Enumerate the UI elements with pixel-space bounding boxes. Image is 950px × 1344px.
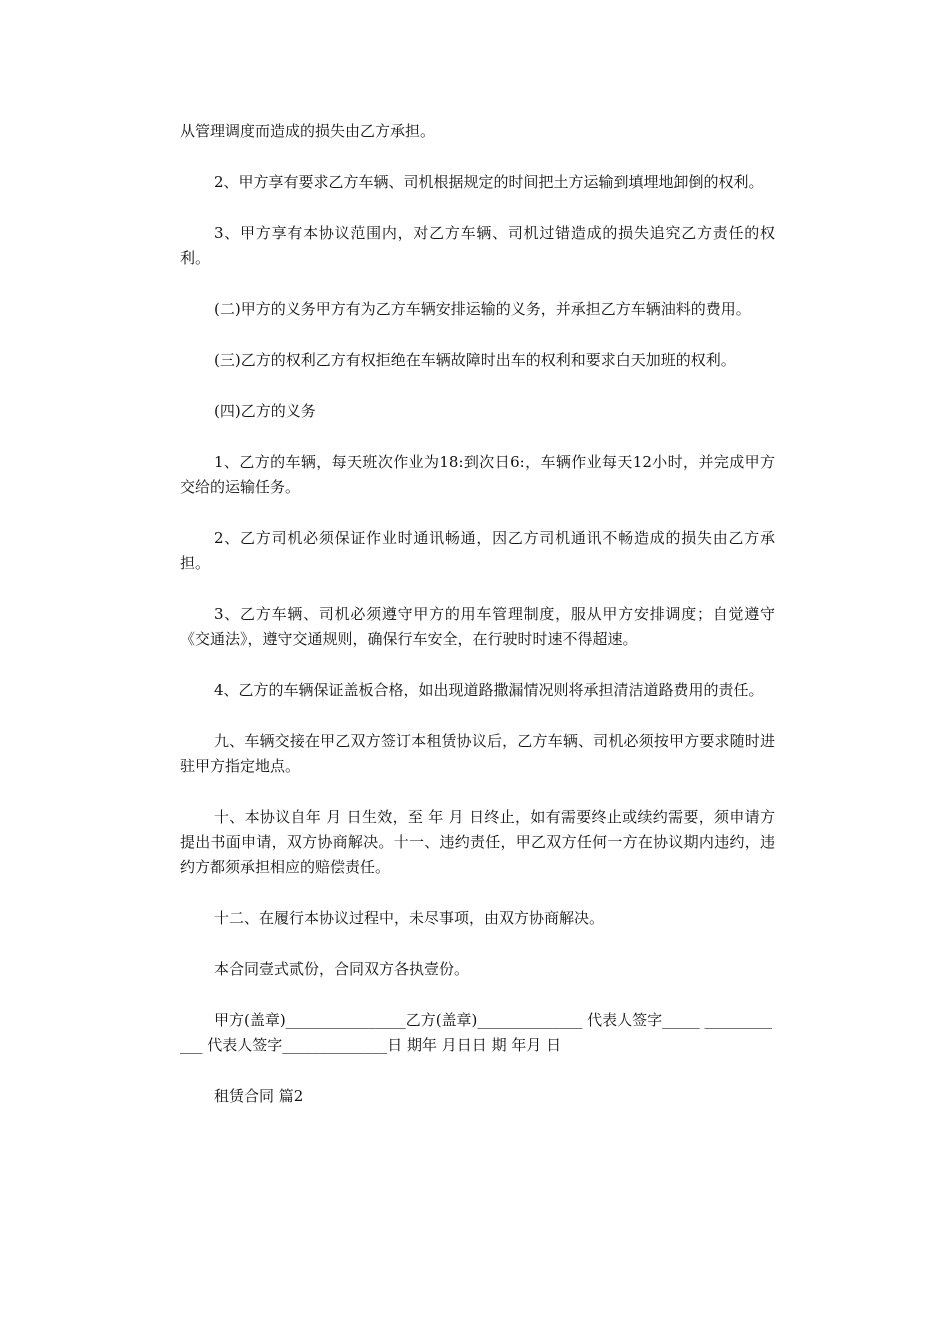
paragraph-party-b-rights: (三)乙方的权利乙方有权拒绝在车辆故障时出车的权利和要求白天加班的权利。 [214, 351, 736, 369]
signature-block: 甲方(盖章)________________乙方(盖章)______________ 代表人签字_____ ____________ 代表人签字______________日 期年 月日日 期 年月 日 [180, 1011, 772, 1054]
paragraph-article-10-11: 十、本协议自年 月 日生效，至 年 月 日终止，如有需要终止或续约需要，须申请方提出书面申请，双方协商解决。十一、违约责任，甲乙双方任何一方在协议期内违约，违约方都须承担相应的赔偿责任。 [180, 808, 775, 876]
paragraph-obligation-2: 2、乙方司机必须保证作业时通讯畅通，因乙方司机通讯不畅造成的损失由乙方承担。 [180, 529, 775, 572]
document-body [180, 119, 775, 1135]
section-title: 租赁合同 篇2 [214, 1087, 304, 1105]
paragraph-obligation-3: 3、乙方车辆、司机必须遵守甲方的用车管理制度，服从甲方安排调度；自觉遵守《交通法》，遵守交通规则，确保行车安全，在行驶时时速不得超速。 [180, 605, 775, 648]
paragraph-party-a-obligations: (二)甲方的义务甲方有为乙方车辆安排运输的义务，并承担乙方车辆油料的费用。 [214, 300, 751, 318]
paragraph-clause-2: 2、甲方享有要求乙方车辆、司机根据规定的时间把土方运输到填埋地卸倒的权利。 [214, 173, 764, 191]
paragraph-party-b-obligations-heading: (四)乙方的义务 [214, 402, 316, 420]
paragraph-article-12: 十二、在履行本协议过程中，未尽事项，由双方协商解决。 [214, 909, 605, 927]
paragraph-copies: 本合同壹式贰份，合同双方各执壹份。 [214, 960, 470, 978]
paragraph-clause-3: 3、甲方享有本协议范围内，对乙方车辆、司机过错造成的损失追究乙方责任的权利。 [180, 224, 775, 267]
paragraph-continuation: 从管理调度而造成的损失由乙方承担。 [180, 122, 436, 140]
paragraph-article-9: 九、车辆交接在甲乙双方签订本租赁协议后，乙方车辆、司机必须按甲方要求随时进驻甲方指定地点。 [180, 732, 775, 775]
paragraph-obligation-1: 1、乙方的车辆，每天班次作业为18:到次日6:，车辆作业每天12小时，并完成甲方交给的运输任务。 [180, 453, 775, 496]
paragraph-obligation-4: 4、乙方的车辆保证盖板合格，如出现道路撒漏情况则将承担清洁道路费用的责任。 [214, 681, 764, 699]
